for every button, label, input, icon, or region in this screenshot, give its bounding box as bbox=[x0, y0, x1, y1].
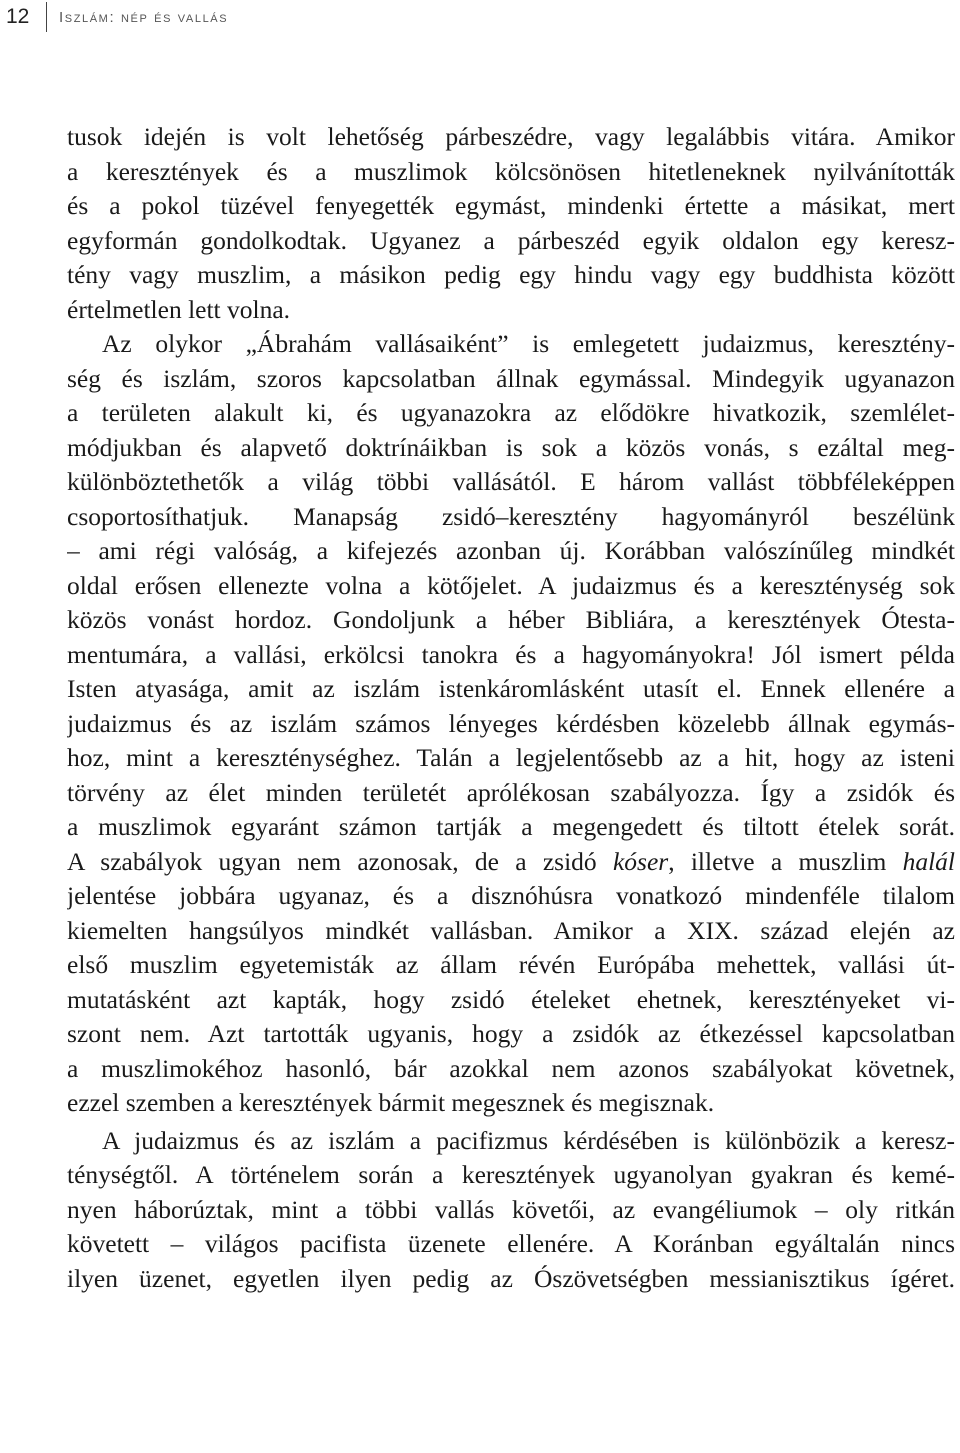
page-number: 12 bbox=[6, 5, 30, 28]
italic-term-koser: kóser bbox=[612, 846, 669, 876]
italic-term-halal: halál bbox=[902, 846, 955, 876]
text-line: ség és iszlám, szoros kapcsolatban állnak egymással. Mindegyik ugyanazon bbox=[67, 363, 955, 393]
text-line: oldal erősen ellenezte volna a kötőjelet. A judaizmus és a kereszténység sok bbox=[67, 570, 955, 600]
header-divider bbox=[46, 2, 47, 32]
text-line: a területen alakult ki, és ugyanazokra az elődökre hivatkozik, szemlélet- bbox=[67, 398, 955, 427]
text-line: ezzel szemben a keresztények bármit megesznek és megisznak. bbox=[67, 1088, 715, 1117]
paragraph-3 bbox=[67, 1124, 955, 1297]
text-line: szont nem. Azt tartották ugyanis, hogy a zsidók az étkezéssel kapcsolatban bbox=[67, 1019, 955, 1048]
text-line: kiemelten hangsúlyos mindkét vallásban. Amikor a XIX. század elején az bbox=[67, 915, 955, 945]
text-line: követett – világos pacifista üzenete ellenére. A Koránban egyáltalán nincs bbox=[67, 1229, 955, 1258]
running-header bbox=[0, 0, 960, 34]
text-line: Az olykor „Ábrahám vallásaiként” is emlegetett judaizmus, keresztény- bbox=[102, 329, 955, 358]
text-line: ilyen üzenet, egyetlen ilyen pedig az Ószövetségben messianisztikus ígéret. bbox=[67, 1263, 955, 1293]
text-line: első muszlim egyetemisták az állam révén Európába mehettek, vallási út- bbox=[67, 950, 955, 979]
text-line: judaizmus és az iszlám számos lényeges kérdésben közelebb állnak egymás- bbox=[67, 708, 955, 738]
text-line: közös vonást hordoz. Gondoljunk a héber Bibliára, a keresztények Ótesta- bbox=[67, 605, 955, 634]
text-line: módjukban és alapvető doktrínáikban is sok a közös vonás, s ezáltal meg- bbox=[67, 432, 955, 462]
text-line: értelmetlen lett volna. bbox=[67, 294, 291, 324]
text-line: A judaizmus és az iszlám a pacifizmus kérdésében is különbözik a keresz- bbox=[102, 1125, 955, 1155]
text-line: a keresztények és a muszlimok kölcsönösen hitetleneknek nyilvánították bbox=[67, 156, 955, 186]
text-line: egyformán gondolkodtak. Ugyanez a párbeszéd egyik oldalon egy keresz- bbox=[67, 225, 955, 255]
paragraph-2 bbox=[67, 327, 955, 1121]
text-line: hoz, mint a kereszténységhez. Talán a legjelentősebb az a hit, hogy az isteni bbox=[67, 743, 955, 772]
text-line: csoportosíthatjuk. Manapság zsidó–keresztény hagyományról beszélünk bbox=[67, 501, 955, 531]
text-segment: A szabályok ugyan nem azonosak, de a zsidó bbox=[67, 846, 613, 876]
text-line: mutatásként azt kapták, hogy zsidó ételeket ehetnek, keresztényeket vi- bbox=[67, 984, 955, 1014]
text-line: törvény az élet minden területét aprólékosan szabályozza. Így a zsidók és bbox=[67, 777, 955, 807]
text-line-with-italics bbox=[67, 845, 955, 880]
text-line: a muszlimok egyaránt számon tartják a megengedett és tiltott ételek sorát. bbox=[67, 812, 955, 841]
text-line: Isten atyasága, amit az iszlám istenkáromlásként utasít el. Ennek ellenére a bbox=[67, 674, 955, 703]
paragraph-1 bbox=[67, 120, 955, 327]
text-line: jelentése jobbára ugyanaz, és a disznóhúsra vonatkozó mindenféle tilalom bbox=[67, 881, 955, 910]
text-line: a muszlimokéhoz hasonló, bár azokkal nem azonos szabályokat követnek, bbox=[67, 1053, 955, 1083]
text-line: tény vagy muszlim, a másikon pedig egy hindu vagy egy buddhista között bbox=[67, 260, 955, 289]
body-text bbox=[67, 120, 955, 1296]
text-line: mentumára, a vallási, erkölcsi tanokra és a hagyományokra! Jól ismert példa bbox=[67, 639, 955, 669]
text-line: ténységtől. A történelem során a keresztények ugyanolyan gyakran és kemé- bbox=[67, 1160, 955, 1189]
text-segment: , illetve a muszlim bbox=[668, 846, 903, 876]
text-line: tusok idején is volt lehetőség párbeszédre, vagy legalábbis vitára. Amikor bbox=[67, 122, 955, 151]
text-line: – ami régi valóság, a kifejezés azonban új. Korábban valószínűleg mindkét bbox=[67, 536, 955, 565]
running-title: Iszlám: nép és vallás bbox=[59, 8, 229, 26]
text-line: és a pokol tüzével fenyegették egymást, mindenki értette a másikat, mert bbox=[67, 191, 955, 220]
text-line: nyen háborúztak, mint a többi vallás követői, az evangéliumok – oly ritkán bbox=[67, 1194, 955, 1224]
text-line: különböztethetők a világ többi vallásától. E három vallást többféleképpen bbox=[67, 467, 955, 496]
